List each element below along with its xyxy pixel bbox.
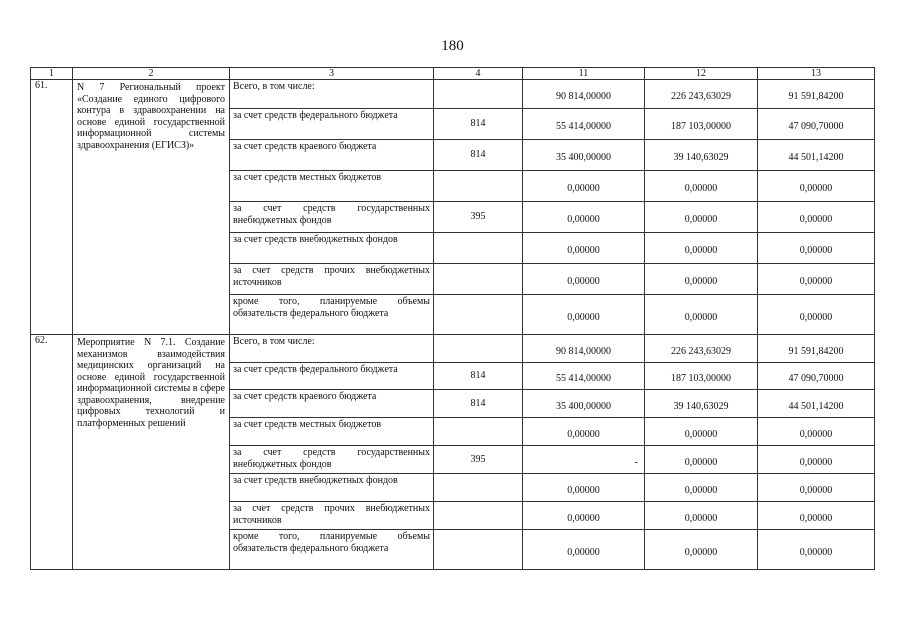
funding-source: за счет средств краевого бюджета [230, 140, 434, 171]
amount-13: 0,00000 [758, 418, 875, 446]
column-number-cell: 12 [645, 68, 758, 80]
funding-source: за счет средств краевого бюджета [230, 390, 434, 418]
amount-12: 39 140,63029 [645, 140, 758, 171]
amount-11: 0,00000 [523, 418, 645, 446]
budget-code [434, 233, 523, 264]
amount-12: 0,00000 [645, 474, 758, 502]
amount-11: - [523, 446, 645, 474]
amount-13: 44 501,14200 [758, 390, 875, 418]
amount-13: 0,00000 [758, 502, 875, 530]
amount-12: 0,00000 [645, 295, 758, 335]
column-number-cell: 4 [434, 68, 523, 80]
budget-code: 814 [434, 390, 523, 418]
amount-12: 187 103,00000 [645, 109, 758, 140]
column-number-cell: 13 [758, 68, 875, 80]
amount-11: 55 414,00000 [523, 363, 645, 390]
amount-11: 0,00000 [523, 233, 645, 264]
budget-code [434, 335, 523, 363]
amount-13: 44 501,14200 [758, 140, 875, 171]
amount-11: 35 400,00000 [523, 390, 645, 418]
amount-11: 55 414,00000 [523, 109, 645, 140]
amount-13: 0,00000 [758, 295, 875, 335]
funding-row [31, 80, 875, 109]
funding-source: кроме того, планируемые объемы обязательств федерального бюджета [230, 530, 434, 570]
amount-11: 90 814,00000 [523, 335, 645, 363]
funding-source: за счет средств внебюджетных фондов [230, 233, 434, 264]
amount-12: 226 243,63029 [645, 335, 758, 363]
amount-11: 0,00000 [523, 171, 645, 202]
budget-code [434, 502, 523, 530]
budget-code [434, 295, 523, 335]
amount-13: 0,00000 [758, 446, 875, 474]
amount-13: 0,00000 [758, 264, 875, 295]
column-number-cell: 2 [73, 68, 230, 80]
column-number-cell: 11 [523, 68, 645, 80]
page-number: 180 [441, 38, 464, 54]
budget-code [434, 264, 523, 295]
amount-13: 91 591,84200 [758, 80, 875, 109]
amount-12: 0,00000 [645, 530, 758, 570]
funding-source: за счет средств внебюджетных фондов [230, 474, 434, 502]
amount-12: 0,00000 [645, 233, 758, 264]
budget-code [434, 474, 523, 502]
budget-code: 395 [434, 202, 523, 233]
amount-12: 0,00000 [645, 264, 758, 295]
budget-code [434, 418, 523, 446]
amount-13: 0,00000 [758, 202, 875, 233]
budget-code [434, 80, 523, 109]
funding-source: за счет средств федерального бюджета [230, 363, 434, 390]
budget-code: 814 [434, 109, 523, 140]
amount-13: 0,00000 [758, 530, 875, 570]
funding-source: за счет средств прочих внебюджетных источников [230, 264, 434, 295]
funding-source: за счет средств местных бюджетов [230, 171, 434, 202]
budget-code: 814 [434, 140, 523, 171]
amount-12: 0,00000 [645, 171, 758, 202]
amount-11: 90 814,00000 [523, 80, 645, 109]
column-number-cell: 3 [230, 68, 434, 80]
budget-code: 814 [434, 363, 523, 390]
amount-12: 0,00000 [645, 418, 758, 446]
funding-source: за счет средств государственных внебюджетных фондов [230, 202, 434, 233]
amount-12: 0,00000 [645, 202, 758, 233]
amount-13: 0,00000 [758, 171, 875, 202]
row-number: 61. [31, 80, 73, 335]
amount-12: 0,00000 [645, 502, 758, 530]
funding-source: Всего, в том числе: [230, 80, 434, 109]
funding-source: за счет средств прочих внебюджетных источников [230, 502, 434, 530]
amount-13: 47 090,70000 [758, 363, 875, 390]
budget-table [30, 67, 875, 570]
amount-11: 0,00000 [523, 502, 645, 530]
project-name: Мероприятие N 7.1. Создание механизмов взаимодействия медицинских организаций на основе единой государственной информационной системы в сфере здравоохранения, внедрение цифровых технологий и платформенных решений [73, 335, 230, 570]
amount-11: 0,00000 [523, 202, 645, 233]
budget-code [434, 530, 523, 570]
amount-11: 35 400,00000 [523, 140, 645, 171]
amount-12: 39 140,63029 [645, 390, 758, 418]
amount-13: 0,00000 [758, 474, 875, 502]
amount-13: 91 591,84200 [758, 335, 875, 363]
funding-source: за счет средств государственных внебюджетных фондов [230, 446, 434, 474]
amount-11: 0,00000 [523, 474, 645, 502]
amount-11: 0,00000 [523, 264, 645, 295]
row-number: 62. [31, 335, 73, 570]
amount-12: 226 243,63029 [645, 80, 758, 109]
column-number-cell: 1 [31, 68, 73, 80]
funding-source: за счет средств местных бюджетов [230, 418, 434, 446]
amount-13: 47 090,70000 [758, 109, 875, 140]
project-name: N 7 Региональный проект «Создание единого цифрового контура в здравоохранении на основе единой государственной информационной системы здравоохранения (ЕГИСЗ)» [73, 80, 230, 335]
funding-source: кроме того, планируемые объемы обязательств федерального бюджета [230, 295, 434, 335]
funding-row [31, 335, 875, 363]
amount-12: 187 103,00000 [645, 363, 758, 390]
amount-13: 0,00000 [758, 233, 875, 264]
budget-code [434, 171, 523, 202]
amount-11: 0,00000 [523, 295, 645, 335]
budget-code: 395 [434, 446, 523, 474]
column-number-header-row [31, 68, 875, 80]
amount-11: 0,00000 [523, 530, 645, 570]
funding-source: за счет средств федерального бюджета [230, 109, 434, 140]
funding-source: Всего, в том числе: [230, 335, 434, 363]
amount-12: 0,00000 [645, 446, 758, 474]
